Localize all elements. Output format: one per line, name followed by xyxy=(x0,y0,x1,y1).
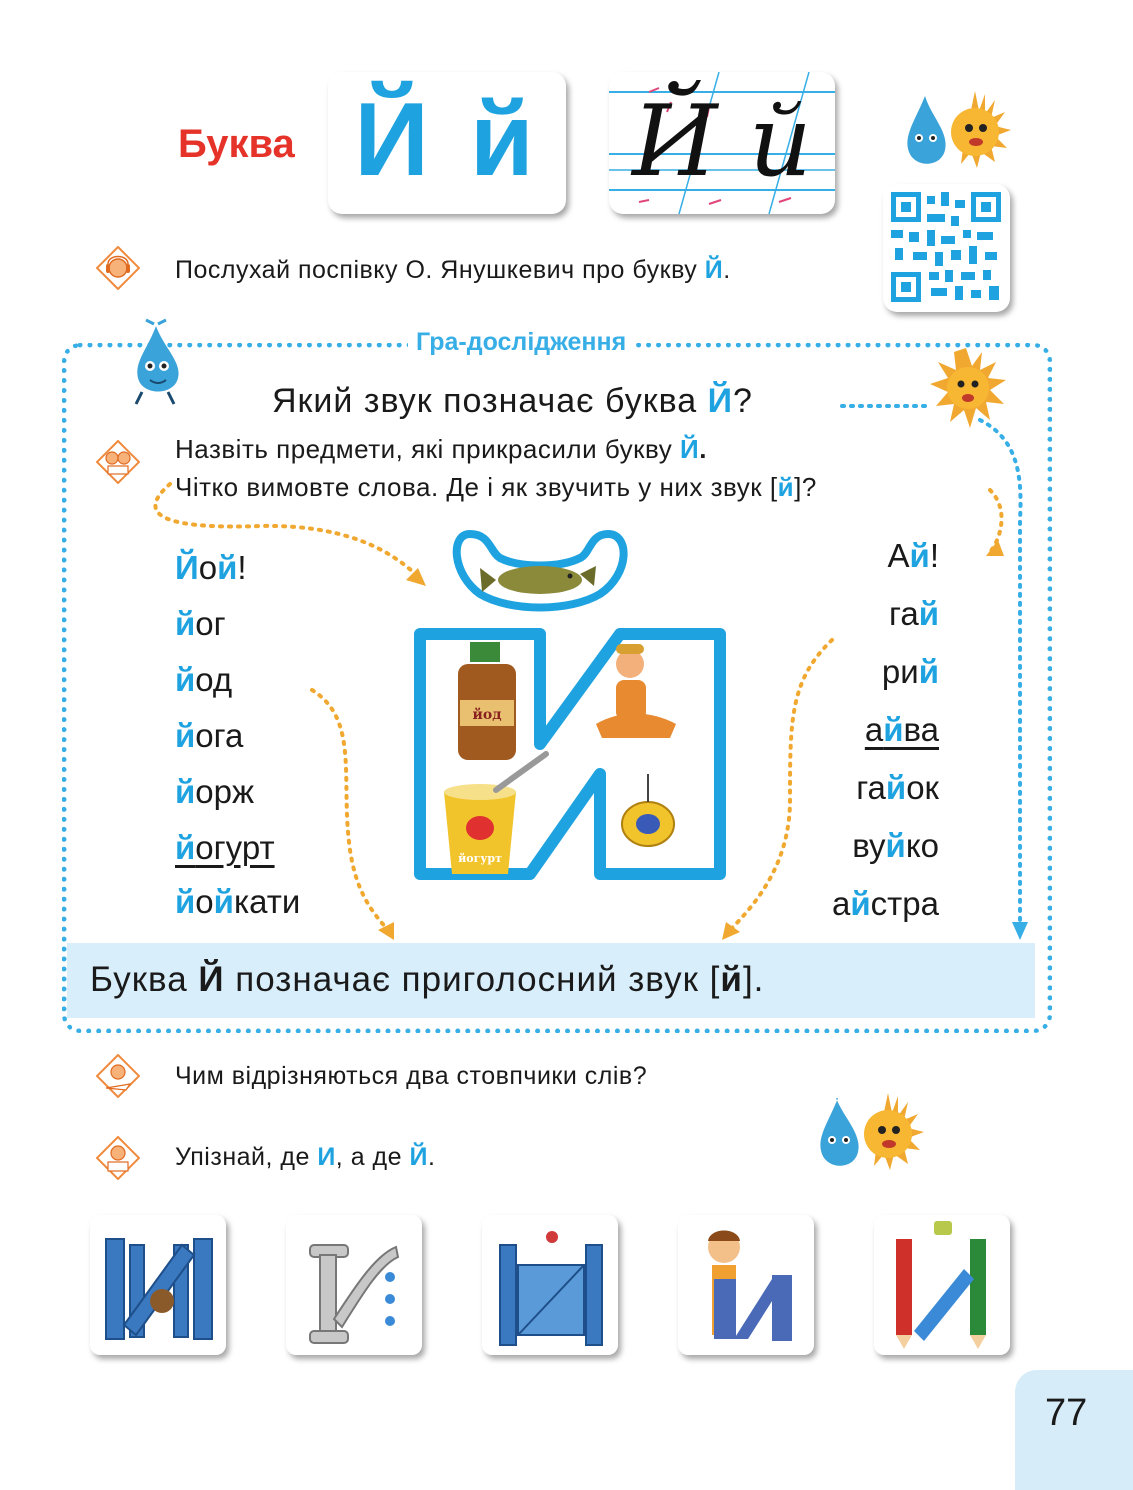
game-question: Який звук позначає буква Й? xyxy=(272,382,753,420)
instruction-line-1: Назвіть предмети, які прикрасили букву Й. xyxy=(175,434,707,464)
left-word: Йой! xyxy=(175,549,247,586)
left-word: йод xyxy=(175,661,233,698)
right-word: вуйко xyxy=(852,827,939,864)
listen-task-letter: Й xyxy=(704,256,724,284)
left-word: йог xyxy=(175,605,226,642)
question-letter: Й xyxy=(707,382,734,420)
instruction-letter-1: Й xyxy=(680,434,700,464)
decorated-letter-illustration xyxy=(400,524,740,894)
conclusion-letter: Й xyxy=(198,960,225,999)
right-word: гай xyxy=(889,595,939,632)
print-letters: Й й xyxy=(354,82,540,198)
right-word: рий xyxy=(881,653,939,690)
drop-sun-mascot-icon xyxy=(808,1088,928,1183)
picture-card-pencils[interactable] xyxy=(874,1215,1010,1355)
pencils-letter-icon xyxy=(874,1215,1010,1355)
page-number: 77 xyxy=(1045,1392,1088,1434)
conclusion-sound: й xyxy=(720,960,743,999)
bottle-label: йод xyxy=(472,707,502,723)
script-letters: Й й xyxy=(632,85,812,199)
left-word: йойкати xyxy=(175,883,301,920)
picture-card-gate[interactable] xyxy=(482,1215,618,1355)
left-word: йогурт xyxy=(175,829,275,866)
instruction-line-2: Чітко вимовте слова. Де і як звучить у них звук [й]? xyxy=(175,472,817,502)
recognize-letter-1: И xyxy=(317,1143,336,1171)
boy-letter-icon xyxy=(678,1215,814,1355)
recognize-task-text: Упізнай, де И, а де Й. xyxy=(175,1143,436,1171)
faucet-letter-icon xyxy=(286,1215,422,1355)
left-word: йорж xyxy=(175,773,255,810)
listen-task-text: Послухай поспівку О. Янушкевич про букву Й. xyxy=(175,256,731,284)
conclusion-text: Буква Й позначає приголосний звук [й]. xyxy=(90,960,765,999)
fence-letter-icon xyxy=(90,1215,226,1355)
cup-label: йогурт xyxy=(458,852,502,865)
think-icon xyxy=(96,1054,140,1098)
right-word: Ай! xyxy=(887,537,939,574)
right-word: айстра xyxy=(832,885,939,922)
right-word: гайок xyxy=(856,769,939,806)
game-title: Гра-дослідження xyxy=(408,328,634,357)
differ-task-text: Чим відрізняються два стовпчики слів? xyxy=(175,1062,648,1090)
left-word: йога xyxy=(175,717,244,754)
instruction-letter-2: й xyxy=(777,472,795,502)
picture-card-fence[interactable] xyxy=(90,1215,226,1355)
page-title-word: Буква xyxy=(178,122,295,166)
recognize-letter-2: Й xyxy=(409,1143,428,1171)
picture-card-boy[interactable] xyxy=(678,1215,814,1355)
picture-card-faucet[interactable] xyxy=(286,1215,422,1355)
find-icon xyxy=(96,1136,140,1180)
gate-letter-icon xyxy=(482,1215,618,1355)
right-word: айва xyxy=(864,711,939,748)
